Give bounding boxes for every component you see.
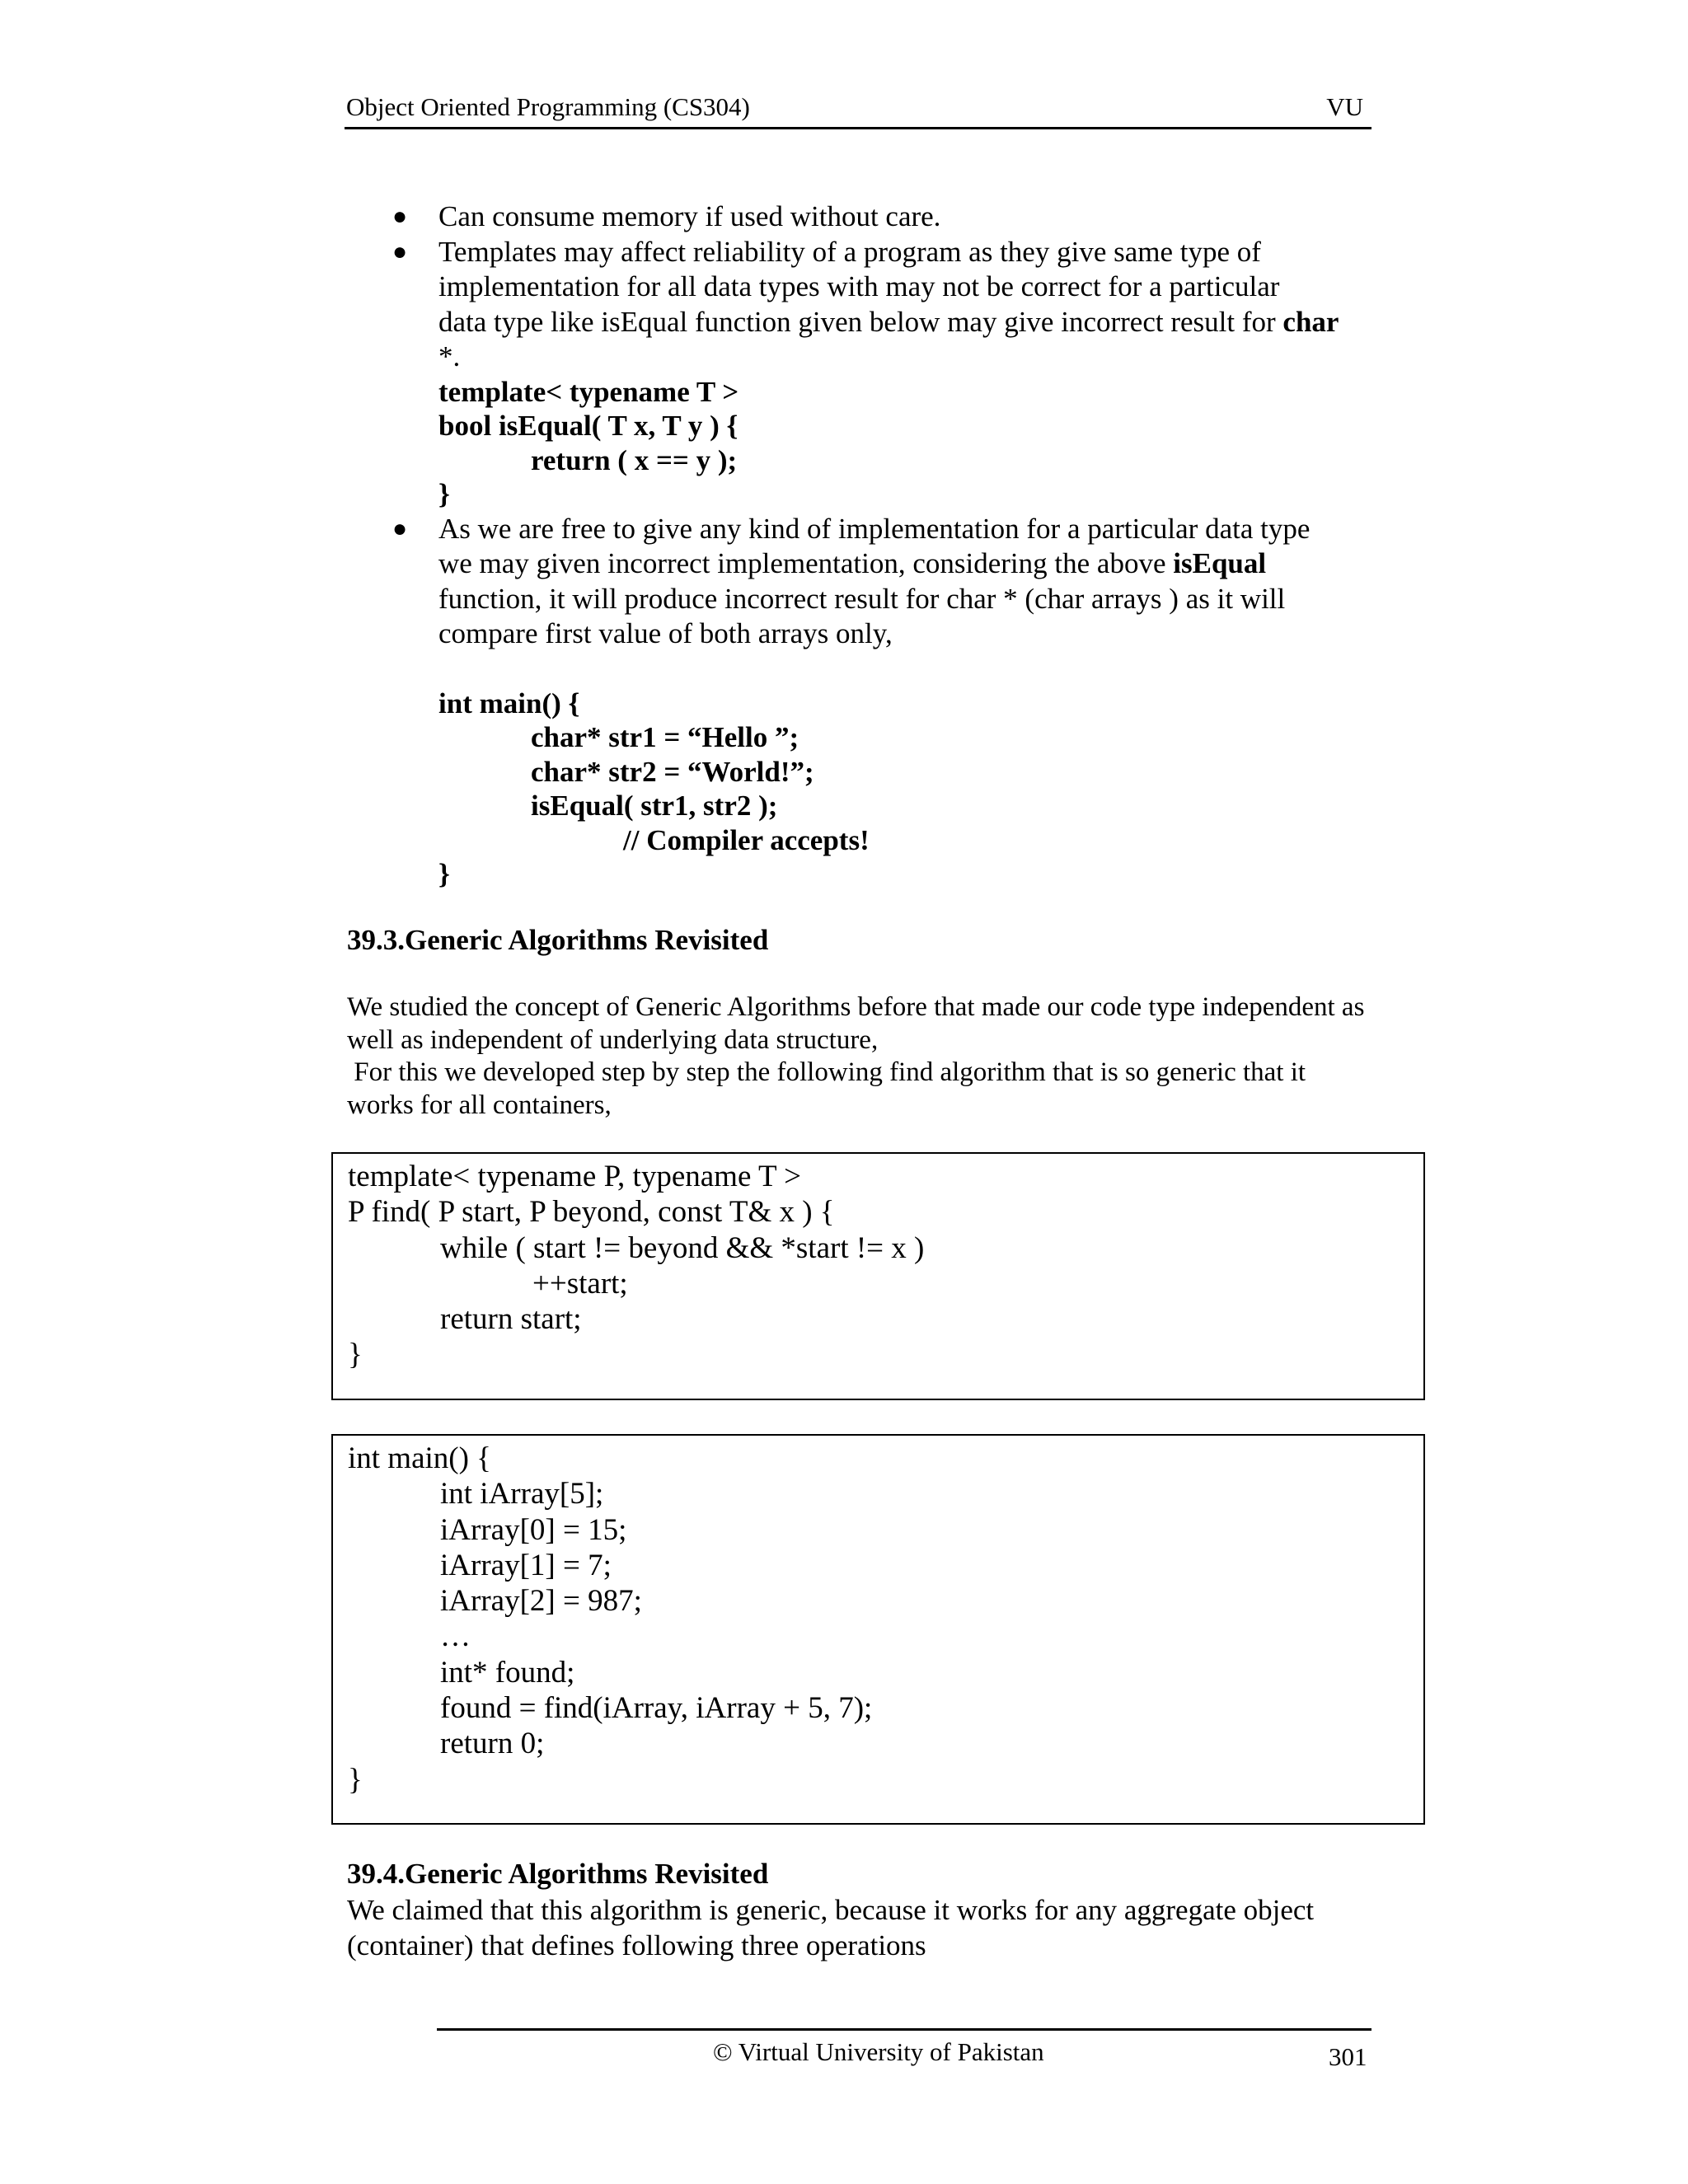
bullet-reliability — [392, 235, 1419, 512]
section-39-4-title: 39.4.Generic Algorithms Revisited — [347, 1858, 769, 1890]
code-line: iArray[0] = 15; — [440, 1512, 627, 1547]
code-line: P find( P start, P beyond, const T& x ) { — [348, 1195, 835, 1230]
section-39-3-title: 39.3.Generic Algorithms Revisited — [347, 924, 769, 956]
code-line: template< typename T > — [438, 375, 739, 408]
bullet-text-line: Templates may affect reliability of a program as they give same type of — [438, 235, 1261, 268]
para-line: We claimed that this algorithm is generic, because it works for any aggregate object — [347, 1894, 1315, 1926]
header-title: Object Oriented Programming (CS304) — [346, 92, 750, 121]
para-line: (container) that defines following three operations — [347, 1929, 926, 1961]
code-line: ++start; — [532, 1266, 628, 1301]
code-line: return ( x == y ); — [531, 443, 738, 476]
footer-rule — [437, 2028, 1372, 2031]
main-code — [438, 687, 1419, 892]
bullet-text-line: As we are free to give any kind of implementation for a particular data type — [438, 512, 1311, 545]
bullet-text-line: function, it will produce incorrect result for char * (char arrays ) as it will — [438, 582, 1286, 615]
code-line: char* str2 = “World!”; — [531, 755, 814, 788]
code-line: int main() { — [438, 687, 580, 719]
code-line: iArray[2] = 987; — [440, 1584, 642, 1619]
bullet-dot-icon: ● — [392, 514, 408, 542]
bullet-text-span: data type like isEqual function given below may give incorrect result for — [438, 305, 1283, 338]
code-line: return start; — [440, 1302, 582, 1337]
para-line: works for all containers, — [347, 1090, 612, 1120]
bullet-text-line — [438, 305, 1419, 340]
bullet-text-line — [438, 546, 1419, 582]
page-number: 301 — [1329, 2042, 1367, 2071]
bullet-list — [392, 199, 1419, 892]
code-line: while ( start != beyond && *start != x ) — [440, 1230, 925, 1265]
bullet-implementation — [392, 512, 1419, 892]
code-line: char* str1 = “Hello ”; — [531, 721, 799, 753]
find-template-code-box — [331, 1152, 1425, 1400]
code-line: int main() { — [348, 1441, 491, 1475]
page-header — [345, 89, 1372, 129]
bullet-dot-icon: ● — [392, 237, 408, 265]
code-line: } — [438, 858, 450, 890]
code-line: … — [440, 1619, 471, 1654]
bold-char: char — [1282, 305, 1339, 338]
code-line: } — [348, 1338, 363, 1372]
bullet-text-span: we may given incorrect implementation, considering the above — [438, 547, 1174, 579]
bullet-text-line: *. — [438, 340, 461, 373]
bullet-text-line: compare first value of both arrays only, — [438, 617, 893, 649]
section-39-3-paragraph — [347, 991, 1418, 1122]
para-line: We studied the concept of Generic Algorithms before that made our code type independent as — [347, 992, 1365, 1022]
footer-copyright: © Virtual University of Pakistan — [713, 2037, 1044, 2066]
code-line: int* found; — [440, 1655, 575, 1690]
code-line: found = find(iArray, iArray + 5, 7); — [440, 1691, 873, 1726]
code-line: int iArray[5]; — [440, 1477, 604, 1511]
bullet-memory — [392, 199, 1419, 235]
find-main-code-box — [331, 1434, 1425, 1825]
code-line: iArray[1] = 7; — [440, 1548, 612, 1582]
section-39-4-paragraph — [347, 1893, 1418, 1963]
isequal-code — [438, 375, 1419, 512]
bullet-text-line: implementation for all data types with may not be correct for a particular — [438, 270, 1280, 302]
code-line: bool isEqual( T x, T y ) { — [438, 410, 738, 442]
bullet-text: Can consume memory if used without care. — [438, 200, 941, 232]
para-line: well as independent of underlying data structure, — [347, 1024, 879, 1055]
para-line: For this we developed step by step the following find algorithm that is so generic that it — [347, 1057, 1306, 1087]
code-line: // Compiler accepts! — [623, 823, 870, 856]
code-line: } — [438, 478, 450, 510]
code-line: } — [348, 1762, 363, 1797]
code-line: template< typename P, typename T > — [348, 1160, 802, 1193]
code-line: isEqual( str1, str2 ); — [531, 790, 778, 822]
bullet-dot-icon: ● — [392, 203, 408, 230]
code-line: return 0; — [440, 1727, 545, 1761]
bold-isequal: isEqual — [1173, 547, 1267, 579]
header-vu: VU — [1326, 92, 1363, 121]
